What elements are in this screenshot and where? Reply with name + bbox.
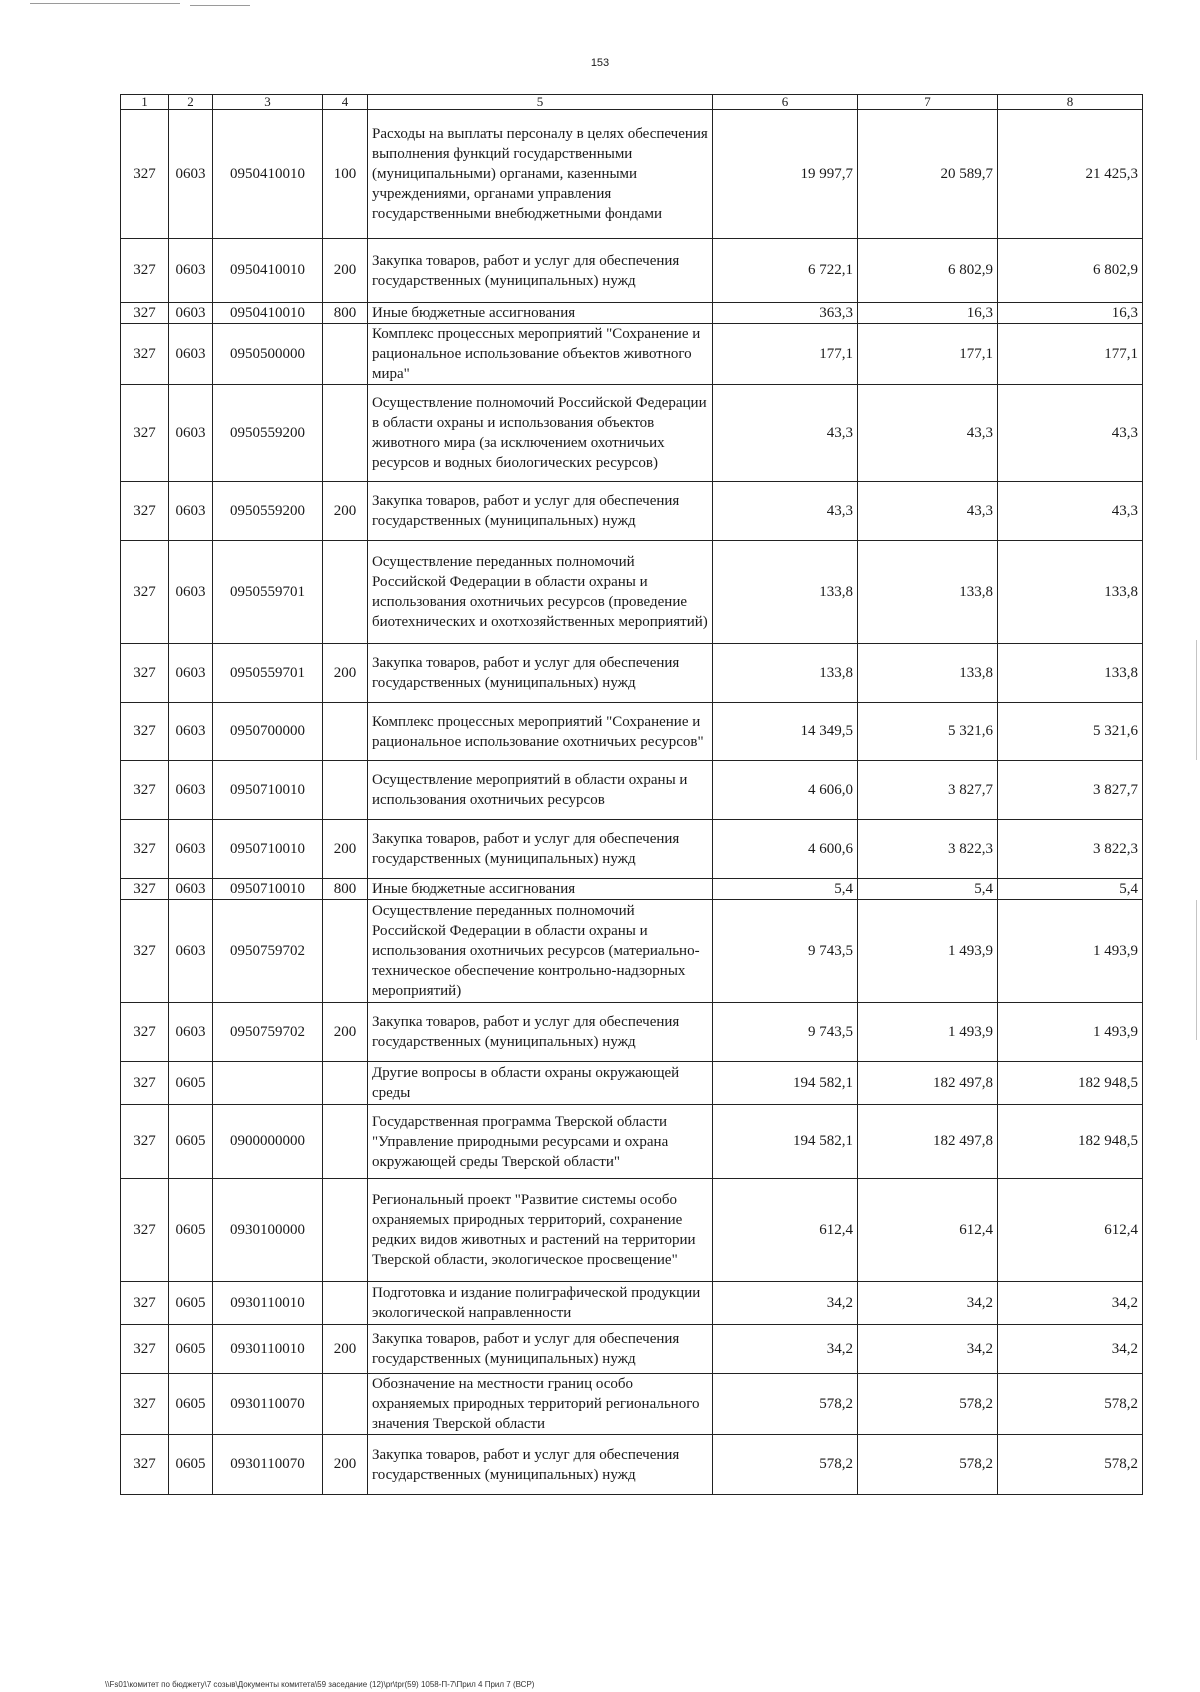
cell-value-year1: 43,3 xyxy=(713,385,858,482)
cell-program-code: 327 xyxy=(121,110,169,239)
cell-target-article: 0950710010 xyxy=(213,820,323,879)
cell-expense-type: 200 xyxy=(323,1435,368,1495)
cell-target-article: 0930110010 xyxy=(213,1282,323,1325)
cell-section-code: 0605 xyxy=(169,1325,213,1374)
cell-value-year3: 16,3 xyxy=(998,303,1143,324)
cell-description: Закупка товаров, работ и услуг для обеспечения государственных (муниципальных) нужд xyxy=(368,239,713,303)
cell-section-code: 0605 xyxy=(169,1062,213,1105)
table-row xyxy=(121,879,1143,900)
cell-program-code: 327 xyxy=(121,541,169,644)
table-row xyxy=(121,703,1143,761)
cell-program-code: 327 xyxy=(121,1282,169,1325)
cell-value-year1: 578,2 xyxy=(713,1435,858,1495)
cell-description: Расходы на выплаты персоналу в целях обеспечения выполнения функций государственными (муниципальными) органами, казенными учреждениями, органами управления государственными внебюджетными фондами xyxy=(368,110,713,239)
cell-expense-type xyxy=(323,1105,368,1179)
cell-expense-type xyxy=(323,324,368,385)
cell-description: Иные бюджетные ассигнования xyxy=(368,303,713,324)
table-row xyxy=(121,541,1143,644)
table-row xyxy=(121,1003,1143,1062)
cell-value-year1: 34,2 xyxy=(713,1325,858,1374)
column-header: 3 xyxy=(213,95,323,110)
cell-section-code: 0603 xyxy=(169,879,213,900)
cell-target-article: 0950559701 xyxy=(213,541,323,644)
cell-program-code: 327 xyxy=(121,644,169,703)
cell-value-year3: 177,1 xyxy=(998,324,1143,385)
cell-description: Закупка товаров, работ и услуг для обеспечения государственных (муниципальных) нужд xyxy=(368,482,713,541)
cell-description: Осуществление мероприятий в области охраны и использования охотничьих ресурсов xyxy=(368,761,713,820)
budget-table xyxy=(120,94,1143,1495)
cell-value-year3: 133,8 xyxy=(998,644,1143,703)
cell-section-code: 0603 xyxy=(169,324,213,385)
table-row xyxy=(121,1179,1143,1282)
cell-section-code: 0603 xyxy=(169,761,213,820)
cell-value-year2: 34,2 xyxy=(858,1325,998,1374)
cell-value-year3: 43,3 xyxy=(998,385,1143,482)
cell-expense-type xyxy=(323,1374,368,1435)
column-header: 5 xyxy=(368,95,713,110)
cell-description: Осуществление полномочий Российской Федерации в области охраны и использования объектов животного мира (за исключением охотничьих ресурсов и водных биологических ресурсов) xyxy=(368,385,713,482)
cell-value-year2: 182 497,8 xyxy=(858,1062,998,1105)
cell-value-year3: 182 948,5 xyxy=(998,1105,1143,1179)
cell-expense-type xyxy=(323,541,368,644)
cell-target-article: 0900000000 xyxy=(213,1105,323,1179)
cell-program-code: 327 xyxy=(121,303,169,324)
cell-program-code: 327 xyxy=(121,1179,169,1282)
cell-target-article: 0930110070 xyxy=(213,1374,323,1435)
cell-program-code: 327 xyxy=(121,1062,169,1105)
column-header: 8 xyxy=(998,95,1143,110)
cell-value-year2: 34,2 xyxy=(858,1282,998,1325)
cell-value-year3: 5 321,6 xyxy=(998,703,1143,761)
cell-value-year2: 1 493,9 xyxy=(858,1003,998,1062)
table-row xyxy=(121,644,1143,703)
scan-artifact xyxy=(1196,900,1197,1040)
cell-value-year2: 43,3 xyxy=(858,482,998,541)
cell-expense-type: 200 xyxy=(323,644,368,703)
column-header: 2 xyxy=(169,95,213,110)
scan-artifact xyxy=(1196,640,1197,760)
cell-program-code: 327 xyxy=(121,761,169,820)
cell-description: Закупка товаров, работ и услуг для обеспечения государственных (муниципальных) нужд xyxy=(368,1003,713,1062)
cell-program-code: 327 xyxy=(121,1105,169,1179)
cell-target-article: 0930100000 xyxy=(213,1179,323,1282)
table-row xyxy=(121,820,1143,879)
cell-target-article: 0930110070 xyxy=(213,1435,323,1495)
cell-target-article: 0930110010 xyxy=(213,1325,323,1374)
table-row xyxy=(121,385,1143,482)
cell-description: Закупка товаров, работ и услуг для обеспечения государственных (муниципальных) нужд xyxy=(368,820,713,879)
cell-value-year3: 182 948,5 xyxy=(998,1062,1143,1105)
cell-value-year3: 3 822,3 xyxy=(998,820,1143,879)
cell-value-year3: 1 493,9 xyxy=(998,900,1143,1003)
cell-expense-type xyxy=(323,703,368,761)
cell-value-year3: 21 425,3 xyxy=(998,110,1143,239)
table-row xyxy=(121,324,1143,385)
cell-value-year3: 133,8 xyxy=(998,541,1143,644)
cell-program-code: 327 xyxy=(121,820,169,879)
cell-target-article: 0950710010 xyxy=(213,879,323,900)
table-row xyxy=(121,1062,1143,1105)
table-row xyxy=(121,1105,1143,1179)
cell-expense-type xyxy=(323,385,368,482)
cell-section-code: 0603 xyxy=(169,239,213,303)
cell-value-year2: 133,8 xyxy=(858,644,998,703)
cell-value-year1: 4 606,0 xyxy=(713,761,858,820)
cell-program-code: 327 xyxy=(121,324,169,385)
scan-artifact xyxy=(30,3,180,4)
table-body xyxy=(121,110,1143,1495)
cell-target-article: 0950559200 xyxy=(213,385,323,482)
cell-section-code: 0605 xyxy=(169,1435,213,1495)
cell-expense-type: 100 xyxy=(323,110,368,239)
cell-section-code: 0603 xyxy=(169,703,213,761)
cell-value-year1: 4 600,6 xyxy=(713,820,858,879)
cell-value-year3: 6 802,9 xyxy=(998,239,1143,303)
cell-description: Подготовка и издание полиграфической продукции экологической направленности xyxy=(368,1282,713,1325)
cell-section-code: 0605 xyxy=(169,1105,213,1179)
cell-value-year2: 6 802,9 xyxy=(858,239,998,303)
cell-value-year1: 133,8 xyxy=(713,541,858,644)
cell-value-year2: 1 493,9 xyxy=(858,900,998,1003)
table-row xyxy=(121,1325,1143,1374)
table-row xyxy=(121,1282,1143,1325)
cell-section-code: 0603 xyxy=(169,303,213,324)
cell-value-year3: 34,2 xyxy=(998,1325,1143,1374)
cell-value-year2: 612,4 xyxy=(858,1179,998,1282)
cell-value-year2: 133,8 xyxy=(858,541,998,644)
cell-section-code: 0603 xyxy=(169,820,213,879)
cell-target-article: 0950410010 xyxy=(213,110,323,239)
cell-value-year2: 43,3 xyxy=(858,385,998,482)
scan-artifact xyxy=(190,5,250,6)
table-row xyxy=(121,1435,1143,1495)
cell-target-article: 0950559200 xyxy=(213,482,323,541)
cell-value-year2: 578,2 xyxy=(858,1435,998,1495)
cell-target-article: 0950759702 xyxy=(213,1003,323,1062)
cell-target-article: 0950410010 xyxy=(213,303,323,324)
cell-value-year2: 5,4 xyxy=(858,879,998,900)
cell-section-code: 0605 xyxy=(169,1282,213,1325)
cell-program-code: 327 xyxy=(121,1435,169,1495)
cell-program-code: 327 xyxy=(121,482,169,541)
cell-description: Иные бюджетные ассигнования xyxy=(368,879,713,900)
table-row xyxy=(121,761,1143,820)
cell-description: Другие вопросы в области охраны окружающей среды xyxy=(368,1062,713,1105)
cell-description: Комплекс процессных мероприятий "Сохранение и рациональное использование охотничьих ресурсов" xyxy=(368,703,713,761)
cell-value-year2: 20 589,7 xyxy=(858,110,998,239)
table-row xyxy=(121,110,1143,239)
cell-description: Осуществление переданных полномочий Российской Федерации в области охраны и использования охотничьих ресурсов (проведение биотехнических и охотхозяйственных мероприятий) xyxy=(368,541,713,644)
cell-value-year3: 578,2 xyxy=(998,1435,1143,1495)
cell-value-year1: 133,8 xyxy=(713,644,858,703)
cell-expense-type xyxy=(323,1282,368,1325)
cell-expense-type: 200 xyxy=(323,820,368,879)
cell-value-year3: 578,2 xyxy=(998,1374,1143,1435)
cell-section-code: 0603 xyxy=(169,110,213,239)
cell-description: Обозначение на местности границ особо охраняемых природных территорий регионального значения Тверской области xyxy=(368,1374,713,1435)
cell-value-year1: 14 349,5 xyxy=(713,703,858,761)
cell-value-year3: 34,2 xyxy=(998,1282,1143,1325)
cell-value-year2: 16,3 xyxy=(858,303,998,324)
cell-target-article: 0950700000 xyxy=(213,703,323,761)
cell-expense-type: 800 xyxy=(323,303,368,324)
cell-description: Закупка товаров, работ и услуг для обеспечения государственных (муниципальных) нужд xyxy=(368,1325,713,1374)
column-header: 7 xyxy=(858,95,998,110)
cell-program-code: 327 xyxy=(121,1003,169,1062)
cell-program-code: 327 xyxy=(121,879,169,900)
cell-description: Комплекс процессных мероприятий "Сохранение и рациональное использование объектов животного мира" xyxy=(368,324,713,385)
cell-value-year3: 612,4 xyxy=(998,1179,1143,1282)
cell-value-year1: 6 722,1 xyxy=(713,239,858,303)
cell-value-year2: 3 822,3 xyxy=(858,820,998,879)
cell-expense-type: 200 xyxy=(323,239,368,303)
cell-program-code: 327 xyxy=(121,703,169,761)
cell-value-year3: 5,4 xyxy=(998,879,1143,900)
cell-program-code: 327 xyxy=(121,239,169,303)
cell-description: Региональный проект "Развитие системы особо охраняемых природных территорий, сохранение редких видов животных и растений на территории Тверской области, экологическое просвещение" xyxy=(368,1179,713,1282)
cell-section-code: 0603 xyxy=(169,482,213,541)
cell-section-code: 0603 xyxy=(169,541,213,644)
column-header: 1 xyxy=(121,95,169,110)
table-row xyxy=(121,482,1143,541)
cell-expense-type: 200 xyxy=(323,1325,368,1374)
cell-value-year2: 177,1 xyxy=(858,324,998,385)
table-row xyxy=(121,1374,1143,1435)
cell-expense-type xyxy=(323,761,368,820)
cell-program-code: 327 xyxy=(121,900,169,1003)
cell-program-code: 327 xyxy=(121,385,169,482)
cell-program-code: 327 xyxy=(121,1325,169,1374)
cell-value-year1: 194 582,1 xyxy=(713,1062,858,1105)
cell-expense-type: 800 xyxy=(323,879,368,900)
table-row xyxy=(121,303,1143,324)
cell-value-year1: 5,4 xyxy=(713,879,858,900)
page-number: 153 xyxy=(590,57,610,69)
cell-value-year1: 363,3 xyxy=(713,303,858,324)
cell-value-year2: 5 321,6 xyxy=(858,703,998,761)
cell-value-year3: 43,3 xyxy=(998,482,1143,541)
cell-expense-type xyxy=(323,1179,368,1282)
file-path-footer: \\Fs01\комитет по бюджету\7 созыв\Документы комитета\59 заседание (12)\pr\tpr(59) 1058-П-7\Прил 4 Прил 7 (ВСР) xyxy=(105,1680,535,1689)
cell-value-year1: 9 743,5 xyxy=(713,1003,858,1062)
column-header: 6 xyxy=(713,95,858,110)
cell-value-year1: 177,1 xyxy=(713,324,858,385)
cell-value-year1: 34,2 xyxy=(713,1282,858,1325)
cell-target-article: 0950410010 xyxy=(213,239,323,303)
cell-expense-type xyxy=(323,900,368,1003)
cell-section-code: 0603 xyxy=(169,1003,213,1062)
table-row xyxy=(121,239,1143,303)
cell-target-article: 0950559701 xyxy=(213,644,323,703)
cell-target-article xyxy=(213,1062,323,1105)
cell-description: Закупка товаров, работ и услуг для обеспечения государственных (муниципальных) нужд xyxy=(368,644,713,703)
table-row xyxy=(121,900,1143,1003)
cell-section-code: 0603 xyxy=(169,644,213,703)
cell-expense-type: 200 xyxy=(323,1003,368,1062)
cell-expense-type: 200 xyxy=(323,482,368,541)
cell-value-year2: 3 827,7 xyxy=(858,761,998,820)
cell-section-code: 0605 xyxy=(169,1179,213,1282)
cell-section-code: 0603 xyxy=(169,385,213,482)
header-row xyxy=(121,95,1143,110)
cell-value-year1: 43,3 xyxy=(713,482,858,541)
cell-value-year1: 612,4 xyxy=(713,1179,858,1282)
cell-expense-type xyxy=(323,1062,368,1105)
cell-description: Закупка товаров, работ и услуг для обеспечения государственных (муниципальных) нужд xyxy=(368,1435,713,1495)
column-header: 4 xyxy=(323,95,368,110)
cell-program-code: 327 xyxy=(121,1374,169,1435)
cell-value-year1: 578,2 xyxy=(713,1374,858,1435)
cell-value-year1: 19 997,7 xyxy=(713,110,858,239)
cell-value-year3: 1 493,9 xyxy=(998,1003,1143,1062)
cell-value-year1: 9 743,5 xyxy=(713,900,858,1003)
cell-target-article: 0950710010 xyxy=(213,761,323,820)
cell-description: Осуществление переданных полномочий Российской Федерации в области охраны и использования охотничьих ресурсов (материально-техническое обеспечение контрольно-надзорных мероприятий) xyxy=(368,900,713,1003)
cell-value-year1: 194 582,1 xyxy=(713,1105,858,1179)
cell-section-code: 0603 xyxy=(169,900,213,1003)
cell-value-year3: 3 827,7 xyxy=(998,761,1143,820)
cell-target-article: 0950759702 xyxy=(213,900,323,1003)
cell-value-year2: 578,2 xyxy=(858,1374,998,1435)
cell-section-code: 0605 xyxy=(169,1374,213,1435)
cell-value-year2: 182 497,8 xyxy=(858,1105,998,1179)
cell-description: Государственная программа Тверской области "Управление природными ресурсами и охрана окружающей среды Тверской области" xyxy=(368,1105,713,1179)
cell-target-article: 0950500000 xyxy=(213,324,323,385)
